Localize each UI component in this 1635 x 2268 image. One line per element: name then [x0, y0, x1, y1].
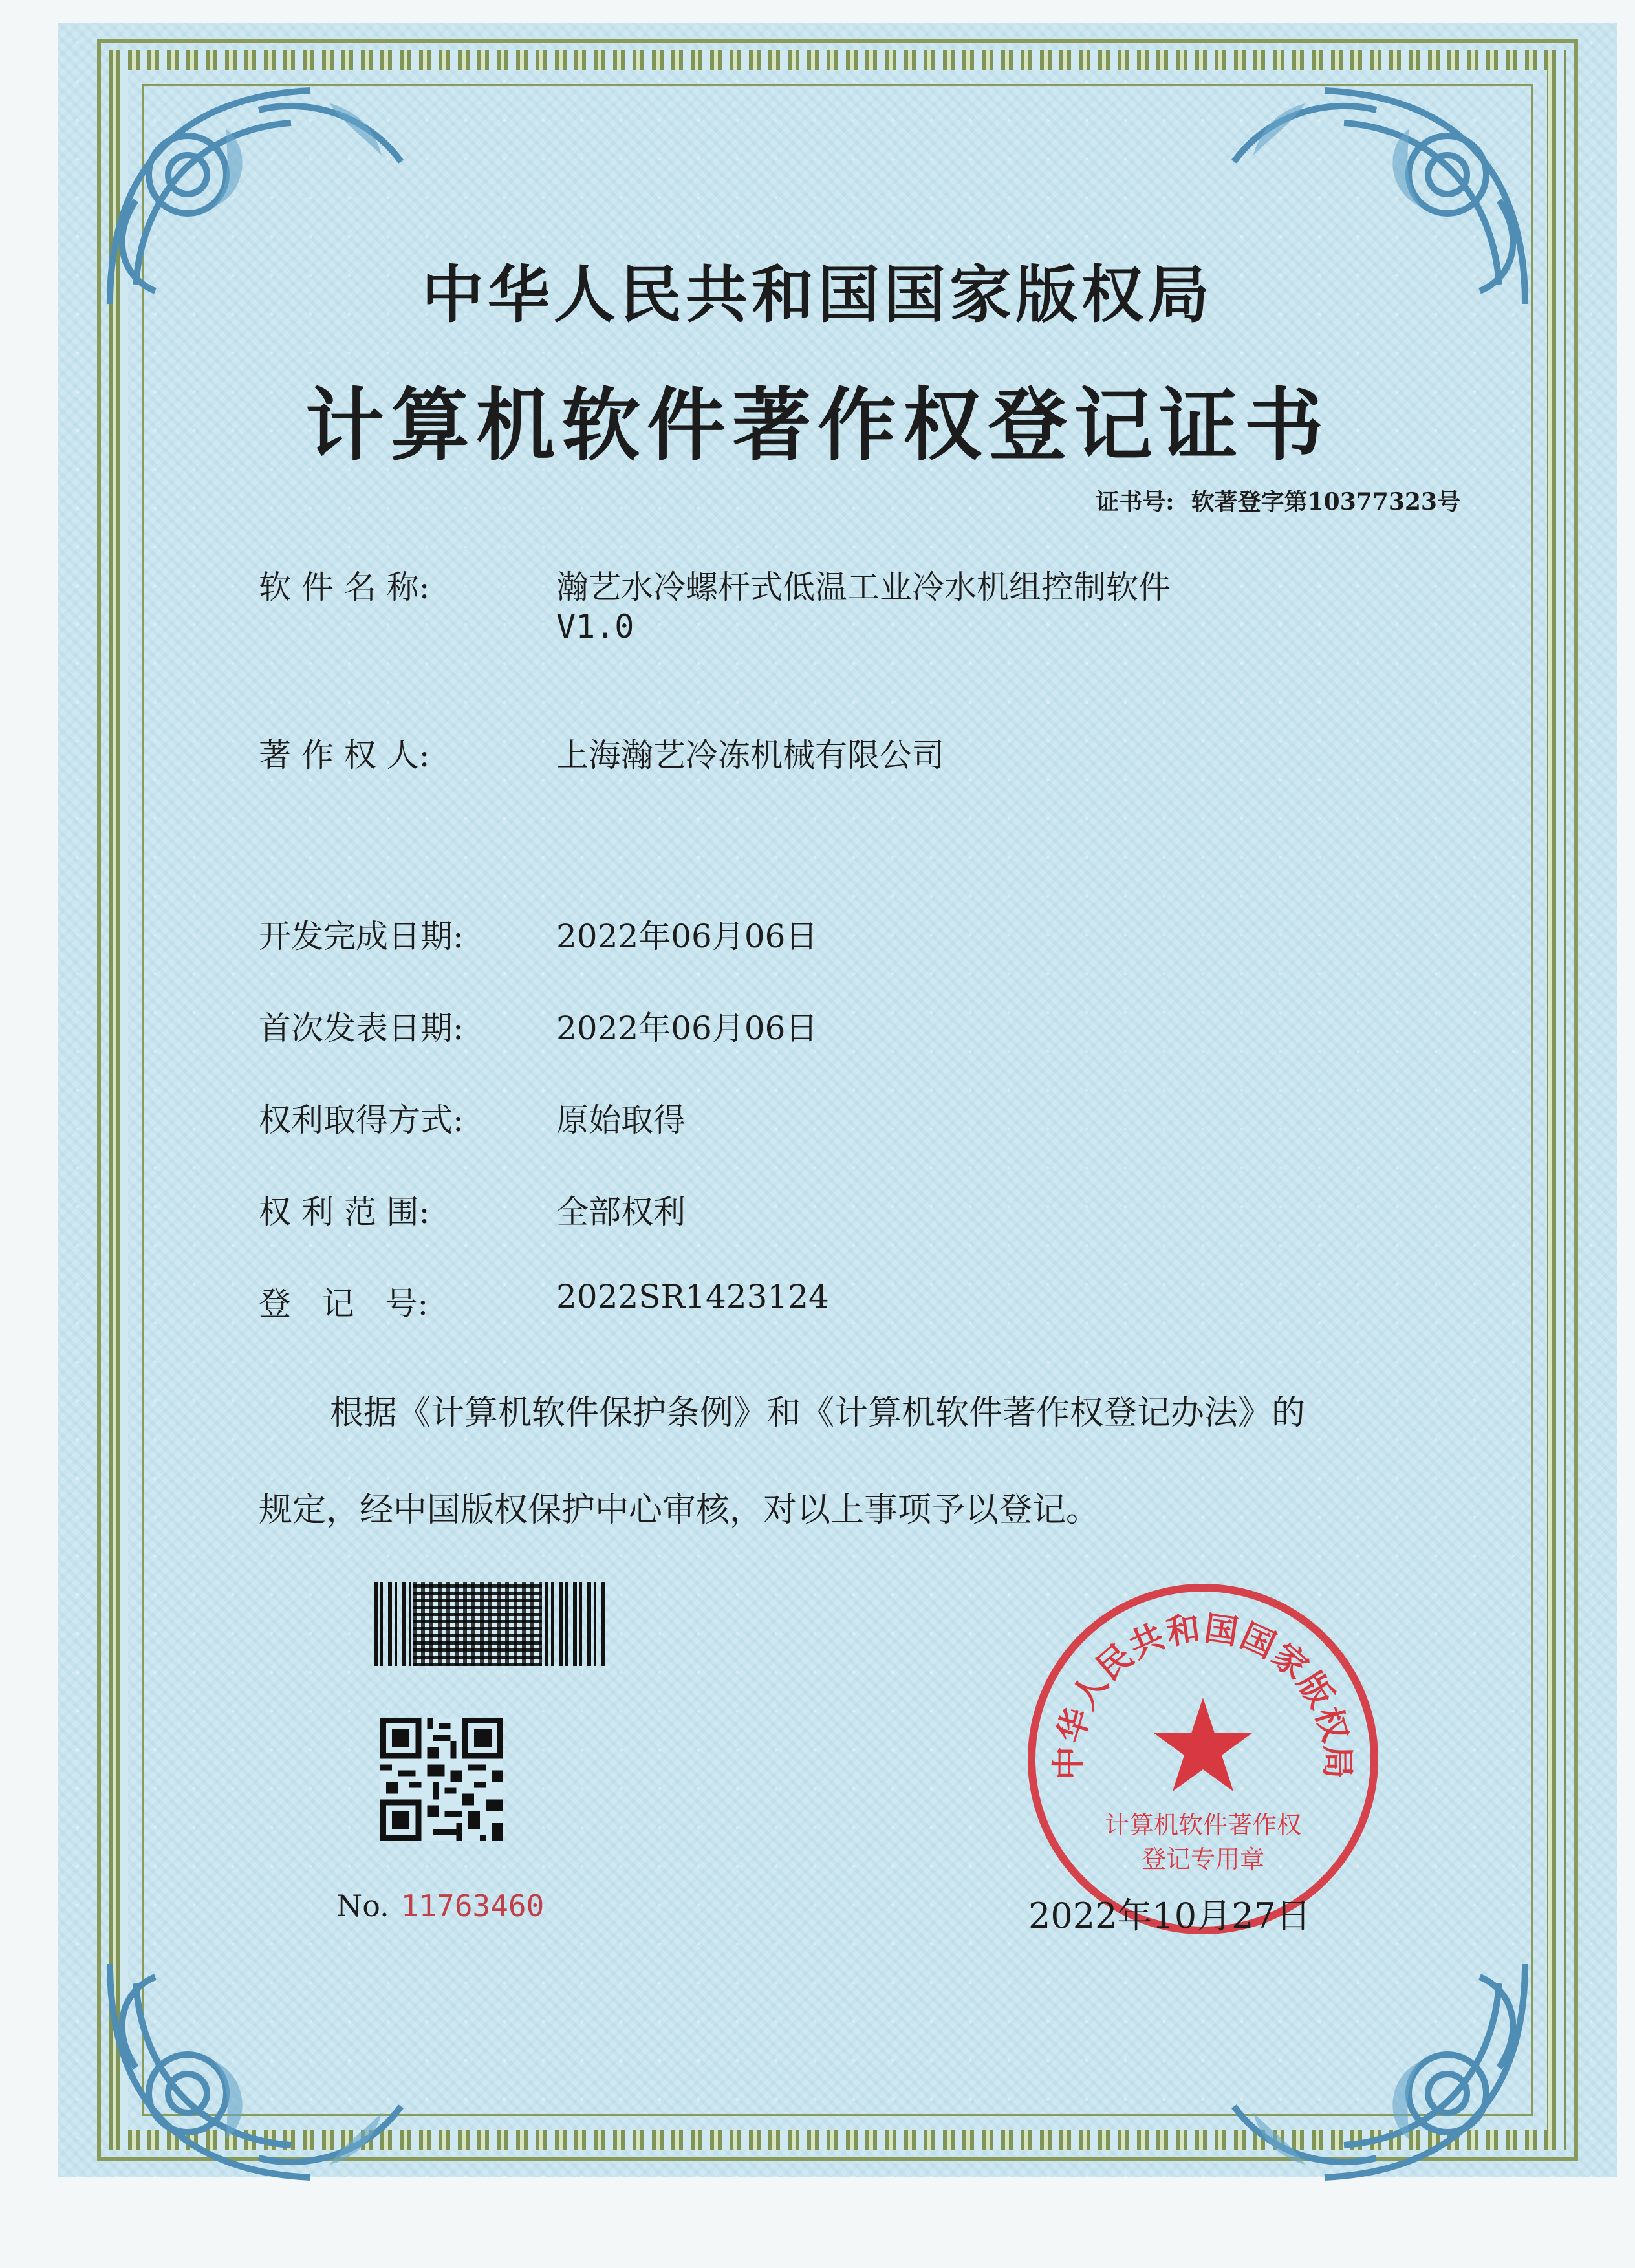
registration-number-value: 2022SR1423124 — [556, 1278, 829, 1315]
rights-scope-label: 权 利 范 围: — [259, 1193, 430, 1231]
software-name-version: V1.0 — [556, 608, 634, 645]
field-completion-date — [259, 911, 818, 957]
field-publication-date — [259, 1002, 818, 1049]
field-registration-number — [259, 1278, 829, 1324]
registration-number-label: 登 记 号: — [259, 1285, 429, 1323]
field-rights-scope — [259, 1186, 686, 1233]
rights-scope-value: 全部权利 — [556, 1193, 686, 1231]
copyright-holder-label: 著 作 权 人: — [259, 737, 430, 774]
seal-inner-line-2: 登记专用章 — [1141, 1845, 1265, 1874]
certificate-number — [1096, 484, 1460, 517]
statement-line-1: 根据《计算机软件保护条例》和《计算机软件著作权登记办法》的 — [330, 1394, 1306, 1432]
statement-line-2: 规定，经中国版权保护中心审核，对以上事项予以登记。 — [259, 1491, 1100, 1529]
seal-star-icon — [1154, 1698, 1252, 1791]
field-acquisition-method — [259, 1094, 686, 1141]
acquisition-method-label: 权利取得方式: — [259, 1101, 464, 1139]
acquisition-method-value: 原始取得 — [556, 1101, 686, 1139]
barcode — [374, 1582, 607, 1666]
software-name-label: 软 件 名 称: — [259, 568, 430, 606]
completion-date-label: 开发完成日期: — [259, 918, 464, 955]
serial-number-prefix: No. — [336, 1888, 389, 1923]
completion-date-value: 2022年06月06日 — [556, 918, 818, 955]
certificate-number-value: 软著登字第10377323号 — [1191, 488, 1460, 515]
qr-code — [380, 1718, 503, 1841]
barcode-data-block — [413, 1582, 542, 1666]
corner-ornament-bottom-left — [97, 1951, 433, 2197]
certificate-number-label: 证书号: — [1096, 488, 1175, 515]
field-software-name — [259, 561, 1171, 645]
copyright-holder-value: 上海瀚艺冷冻机械有限公司 — [556, 737, 944, 774]
issuer-title: 中华人民共和国国家版权局 — [422, 259, 1213, 331]
issue-date: 2022年10月27日 — [1028, 1895, 1311, 1936]
corner-ornament-bottom-right — [1202, 1951, 1538, 2197]
serial-number — [336, 1888, 544, 1923]
publication-date-label: 首次发表日期: — [259, 1010, 464, 1047]
seal-ring-text: 中华人民共和国国家版权局 — [1049, 1609, 1357, 1780]
field-copyright-holder — [259, 729, 944, 776]
publication-date-value: 2022年06月06日 — [556, 1010, 818, 1047]
software-name-value: 瀚艺水冷螺杆式低温工业冷水机组控制软件 — [556, 568, 1171, 606]
seal-inner-line-1: 计算机软件著作权 — [1104, 1811, 1302, 1839]
official-seal — [1022, 1578, 1384, 1940]
serial-number-value: 11763460 — [400, 1888, 545, 1923]
certificate-title: 计算机软件著作权登记证书 — [305, 378, 1330, 471]
registration-statement — [259, 1365, 1488, 1559]
